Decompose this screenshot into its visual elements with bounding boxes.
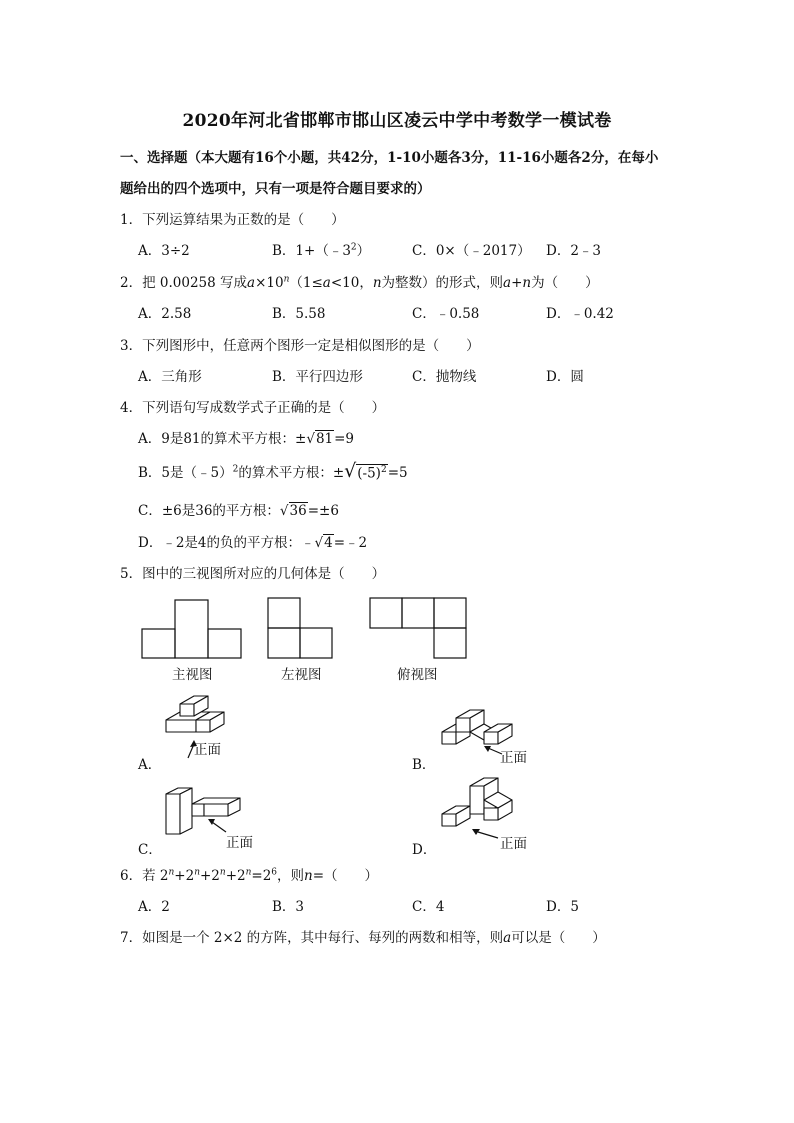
main-view-drawing bbox=[140, 598, 244, 660]
q4-option-c: C．±6是36的平方根：√36=±6 bbox=[138, 503, 339, 519]
q5-option-d-solid bbox=[440, 776, 520, 836]
q6-option-d: D．5 bbox=[546, 899, 579, 915]
top-view-drawing bbox=[368, 596, 470, 660]
q4-option-d: D．﹣2是4的负的平方根：﹣√4=﹣2 bbox=[138, 535, 368, 551]
q5-option-b-label: B． bbox=[412, 757, 436, 773]
q2-option-b: B．5.58 bbox=[272, 306, 326, 322]
top-view-label: 俯视图 bbox=[397, 667, 438, 683]
q5-option-a-front-label: 正面 bbox=[194, 742, 221, 758]
q6-option-c: C．4 bbox=[412, 899, 445, 915]
q6-option-b: B．3 bbox=[272, 899, 305, 915]
section-header-line1: 一、选择题（本大题有16个小题，共42分，1-10小题各3分，11-16小题各2分，在每小 bbox=[120, 150, 659, 166]
question-5-stem: 5．图中的三视图所对应的几何体是（ ） bbox=[120, 566, 386, 582]
q1-option-c: C．0×（﹣2017） bbox=[412, 243, 531, 259]
q1-option-a: A．3÷2 bbox=[138, 243, 190, 259]
q5-option-d-front-label: 正面 bbox=[500, 836, 527, 852]
q5-option-c-front-label: 正面 bbox=[226, 835, 253, 851]
q4-option-a: A．9是81的算术平方根：±√81=9 bbox=[138, 431, 355, 447]
q5-option-a-label: A． bbox=[138, 757, 162, 773]
question-3-stem: 3．下列图形中，任意两个图形一定是相似图形的是（ ） bbox=[120, 338, 480, 354]
q6-option-a: A．2 bbox=[138, 899, 170, 915]
question-2-stem: 2．把 0.00258 写成$a\times 10^n(1\le a<10$，n为整数）的形式，则a+n为（ ） bbox=[120, 274, 599, 291]
q2-option-a: A．2.58 bbox=[138, 306, 192, 322]
q2-option-d: D．﹣0.42 bbox=[546, 306, 614, 322]
question-4-stem: 4．下列语句写成数学式子正确的是（ ） bbox=[120, 400, 386, 416]
q1-option-b: B．$1+(﹣3^2)$ bbox=[272, 242, 371, 259]
question-1-stem: 1．下列运算结果为正数的是（ ） bbox=[120, 212, 345, 228]
question-6-stem: 6．若 $2^n+2^n+2^n+2^n=2^6$，则n=（ ） bbox=[120, 867, 379, 884]
q3-option-a: A．三角形 bbox=[138, 369, 202, 385]
q3-option-d: D．圆 bbox=[546, 369, 584, 385]
question-7-stem: 7．如图是一个 2×2 的方阵，其中每行、每列的两数和相等，则a可以是（ ） bbox=[120, 930, 606, 946]
page-title: 2020年河北省邯郸市邯山区凌云中学中考数学一模试卷 bbox=[182, 111, 612, 131]
q3-option-b: B．平行四边形 bbox=[272, 369, 363, 385]
section-header-line2: 题给出的四个选项中，只有一项是符合题目要求的） bbox=[120, 181, 431, 197]
q1-option-d: D．2﹣3 bbox=[546, 243, 602, 259]
q5-option-b-front-label: 正面 bbox=[500, 750, 527, 766]
left-view-label: 左视图 bbox=[281, 667, 322, 683]
q3-option-c: C．抛物线 bbox=[412, 369, 477, 385]
main-view-label: 主视图 bbox=[172, 667, 213, 683]
q5-option-c-label: C． bbox=[138, 842, 162, 858]
q2-option-c: C．﹣0.58 bbox=[412, 306, 480, 322]
left-view-drawing bbox=[266, 596, 336, 660]
q4-option-b: B．5是（﹣5）$^2$的算术平方根：$\pm√(-5)^2=5$ bbox=[138, 460, 408, 482]
q5-option-d-label: D． bbox=[412, 842, 437, 858]
